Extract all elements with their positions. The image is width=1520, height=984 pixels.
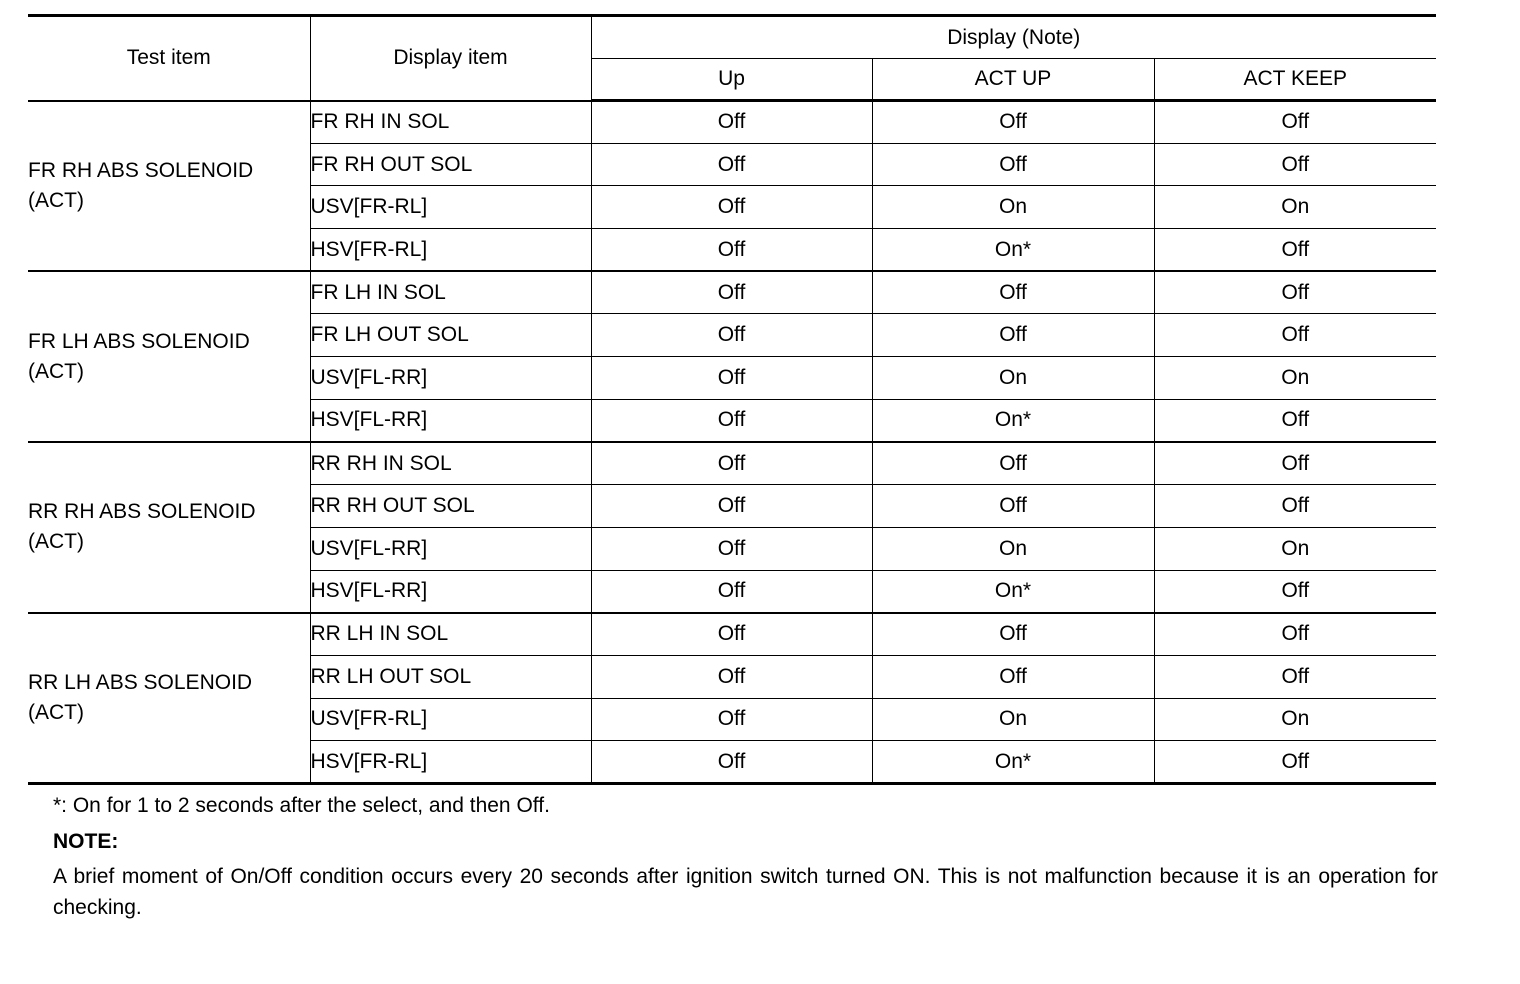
test-item-name: FR LH ABS SOLENOID	[28, 329, 250, 353]
table-row	[28, 613, 1436, 656]
up-value-cell: Off	[591, 186, 872, 229]
act-keep-value-cell: Off	[1154, 143, 1436, 186]
act-up-value-cell: Off	[872, 271, 1154, 314]
act-keep-value-cell: Off	[1154, 442, 1436, 485]
act-up-value-cell: Off	[872, 655, 1154, 698]
act-up-value-cell: On*	[872, 399, 1154, 442]
header-test-item: Test item	[28, 16, 310, 101]
act-keep-value-cell: Off	[1154, 101, 1436, 144]
up-value-cell: Off	[591, 314, 872, 357]
header-act-keep: ACT KEEP	[1154, 59, 1436, 101]
display-item-cell: RR LH IN SOL	[310, 613, 591, 656]
up-value-cell: Off	[591, 271, 872, 314]
act-up-value-cell: On	[872, 527, 1154, 570]
act-keep-value-cell: On	[1154, 527, 1436, 570]
document	[28, 14, 1436, 923]
test-item-name: RR LH ABS SOLENOID	[28, 670, 253, 694]
act-keep-value-cell: Off	[1154, 655, 1436, 698]
test-item-mode: (ACT)	[28, 359, 84, 383]
act-keep-value-cell: On	[1154, 698, 1436, 741]
test-item-name: RR RH ABS SOLENOID	[28, 500, 256, 524]
footnote: *: On for 1 to 2 seconds after the select, and then Off.	[53, 794, 550, 817]
act-up-value-cell: Off	[872, 314, 1154, 357]
up-value-cell: Off	[591, 143, 872, 186]
act-keep-value-cell: Off	[1154, 570, 1436, 613]
act-up-value-cell: On	[872, 357, 1154, 400]
display-item-cell: USV[FR-RL]	[310, 186, 591, 229]
table-row	[28, 442, 1436, 485]
act-up-value-cell: Off	[872, 143, 1154, 186]
act-keep-value-cell: Off	[1154, 613, 1436, 656]
header-display-item: Display item	[310, 16, 591, 101]
notes-section	[28, 791, 1436, 923]
display-item-cell: RR LH OUT SOL	[310, 655, 591, 698]
display-item-cell: HSV[FR-RL]	[310, 229, 591, 272]
test-item-mode: (ACT)	[28, 530, 84, 554]
up-value-cell: Off	[591, 357, 872, 400]
act-up-value-cell: On*	[872, 229, 1154, 272]
act-up-value-cell: On	[872, 186, 1154, 229]
note-heading: NOTE:	[53, 830, 119, 853]
up-value-cell: Off	[591, 485, 872, 528]
act-keep-value-cell: On	[1154, 186, 1436, 229]
display-item-cell: FR RH IN SOL	[310, 101, 591, 144]
display-item-cell: HSV[FL-RR]	[310, 399, 591, 442]
up-value-cell: Off	[591, 698, 872, 741]
act-keep-value-cell: Off	[1154, 229, 1436, 272]
test-item-name: FR RH ABS SOLENOID	[28, 158, 254, 182]
up-value-cell: Off	[591, 655, 872, 698]
act-keep-value-cell: Off	[1154, 741, 1436, 784]
display-item-cell: FR RH OUT SOL	[310, 143, 591, 186]
table-body	[28, 101, 1436, 784]
act-up-value-cell: On*	[872, 570, 1154, 613]
solenoid-display-table	[28, 14, 1436, 785]
header-display-note: Display (Note)	[591, 16, 1436, 59]
table-row	[28, 101, 1436, 144]
display-item-cell: FR LH OUT SOL	[310, 314, 591, 357]
act-up-value-cell: Off	[872, 613, 1154, 656]
act-up-value-cell: On	[872, 698, 1154, 741]
up-value-cell: Off	[591, 442, 872, 485]
act-keep-value-cell: Off	[1154, 271, 1436, 314]
note-body: A brief moment of On/Off condition occurs every 20 seconds after ignition switch turned ON. This is not malfunction because it is an operation for checking.	[53, 865, 1438, 919]
test-item-cell	[28, 271, 310, 442]
display-item-cell: FR LH IN SOL	[310, 271, 591, 314]
display-item-cell: USV[FR-RL]	[310, 698, 591, 741]
up-value-cell: Off	[591, 101, 872, 144]
table-row	[28, 271, 1436, 314]
test-item-cell	[28, 613, 310, 784]
up-value-cell: Off	[591, 741, 872, 784]
test-item-mode: (ACT)	[28, 700, 84, 724]
act-up-value-cell: Off	[872, 442, 1154, 485]
up-value-cell: Off	[591, 229, 872, 272]
act-keep-value-cell: Off	[1154, 485, 1436, 528]
test-item-cell	[28, 442, 310, 613]
display-item-cell: RR RH OUT SOL	[310, 485, 591, 528]
up-value-cell: Off	[591, 399, 872, 442]
up-value-cell: Off	[591, 527, 872, 570]
act-up-value-cell: Off	[872, 101, 1154, 144]
test-item-cell	[28, 101, 310, 272]
test-item-mode: (ACT)	[28, 188, 84, 212]
header-act-up: ACT UP	[872, 59, 1154, 101]
header-up: Up	[591, 59, 872, 101]
up-value-cell: Off	[591, 613, 872, 656]
act-keep-value-cell: On	[1154, 357, 1436, 400]
display-item-cell: RR RH IN SOL	[310, 442, 591, 485]
display-item-cell: HSV[FR-RL]	[310, 741, 591, 784]
up-value-cell: Off	[591, 570, 872, 613]
display-item-cell: USV[FL-RR]	[310, 357, 591, 400]
act-up-value-cell: On*	[872, 741, 1154, 784]
display-item-cell: HSV[FL-RR]	[310, 570, 591, 613]
act-up-value-cell: Off	[872, 485, 1154, 528]
display-item-cell: USV[FL-RR]	[310, 527, 591, 570]
act-keep-value-cell: Off	[1154, 314, 1436, 357]
act-keep-value-cell: Off	[1154, 399, 1436, 442]
